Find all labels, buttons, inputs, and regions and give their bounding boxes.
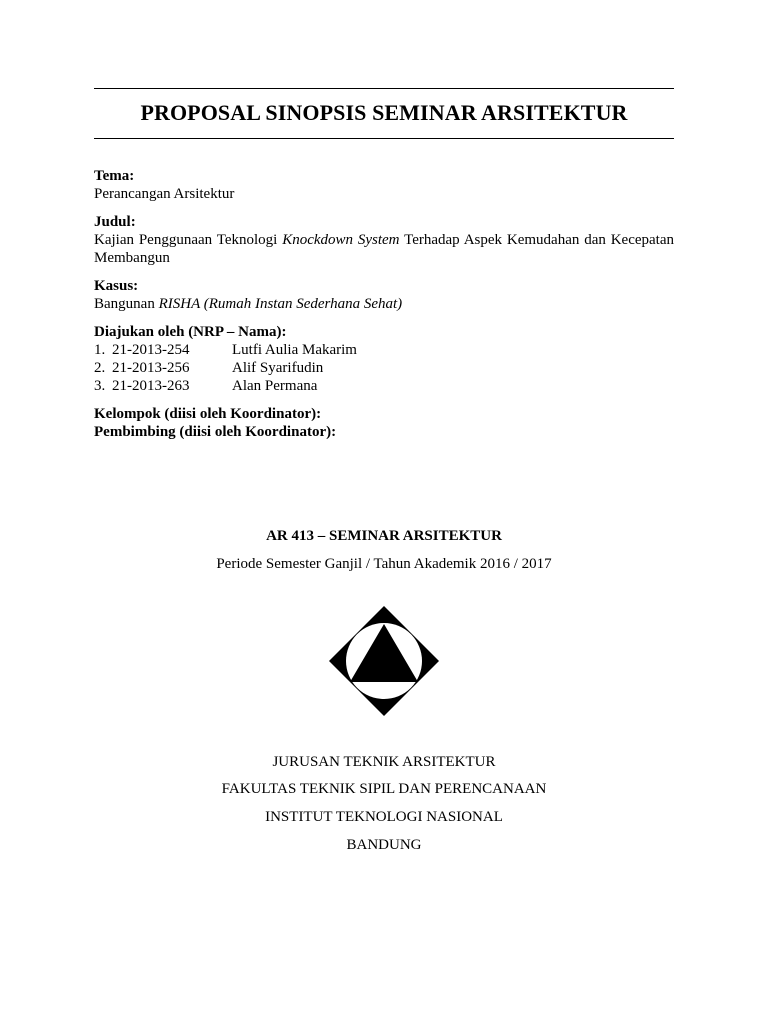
member-row — [94, 377, 674, 395]
institut-name: INSTITUT TEKNOLOGI NASIONAL — [265, 809, 503, 825]
judul-text-italic: Knockdown System — [282, 232, 400, 248]
member-number: 3. — [94, 378, 106, 394]
member-nrp: 21-2013-254 — [112, 342, 190, 358]
koordinator-section — [94, 405, 674, 441]
kelompok-label: Kelompok (diisi oleh Koordinator): — [94, 406, 322, 422]
member-nrp: 21-2013-263 — [112, 378, 190, 394]
member-row — [94, 359, 674, 377]
diajukan-label: Diajukan oleh (NRP – Nama): — [94, 324, 287, 340]
member-number: 1. — [94, 342, 106, 358]
title-rule-top — [94, 88, 674, 89]
fakultas-name: FAKULTAS TEKNIK SIPIL DAN PERENCANAAN — [221, 781, 547, 797]
tema-section — [94, 167, 674, 203]
member-nama: Alan Permana — [232, 378, 318, 394]
kasus-section — [94, 277, 674, 313]
kasus-text-before: Bangunan — [94, 296, 159, 312]
page-title: PROPOSAL SINOPSIS SEMINAR ARSITEKTUR — [140, 100, 628, 125]
judul-text-before: Kajian Penggunaan Teknologi — [94, 232, 283, 248]
jurusan-name: JURUSAN TEKNIK ARSITEKTUR — [272, 754, 496, 770]
diajukan-section — [94, 323, 674, 395]
judul-section — [94, 213, 674, 267]
judul-value — [94, 231, 674, 267]
kasus-text-italic: RISHA (Rumah Instan Sederhana Sehat) — [158, 296, 403, 312]
kasus-label: Kasus: — [94, 278, 139, 294]
tema-label: Tema: — [94, 168, 135, 184]
kasus-value — [94, 295, 674, 313]
kota-name: BANDUNG — [346, 837, 422, 853]
title-rule-bottom — [94, 138, 674, 139]
member-number: 2. — [94, 360, 106, 376]
judul-label: Judul: — [94, 214, 136, 230]
member-row — [94, 341, 674, 359]
tema-value: Perancangan Arsitektur — [94, 186, 235, 202]
member-nrp: 21-2013-256 — [112, 360, 190, 376]
institution-logo-icon — [328, 605, 440, 717]
judul-text-after: Terhadap Aspek Kemudahan dan Kecepatan Membangun — [94, 232, 674, 266]
member-nama: Lutfi Aulia Makarim — [232, 342, 357, 358]
pembimbing-label: Pembimbing (diisi oleh Koordinator): — [94, 424, 337, 440]
course-periode: Periode Semester Ganjil / Tahun Akademik 2016 / 2017 — [216, 556, 552, 572]
member-nama: Alif Syarifudin — [232, 360, 324, 376]
course-title: AR 413 – SEMINAR ARSITEKTUR — [266, 528, 502, 544]
